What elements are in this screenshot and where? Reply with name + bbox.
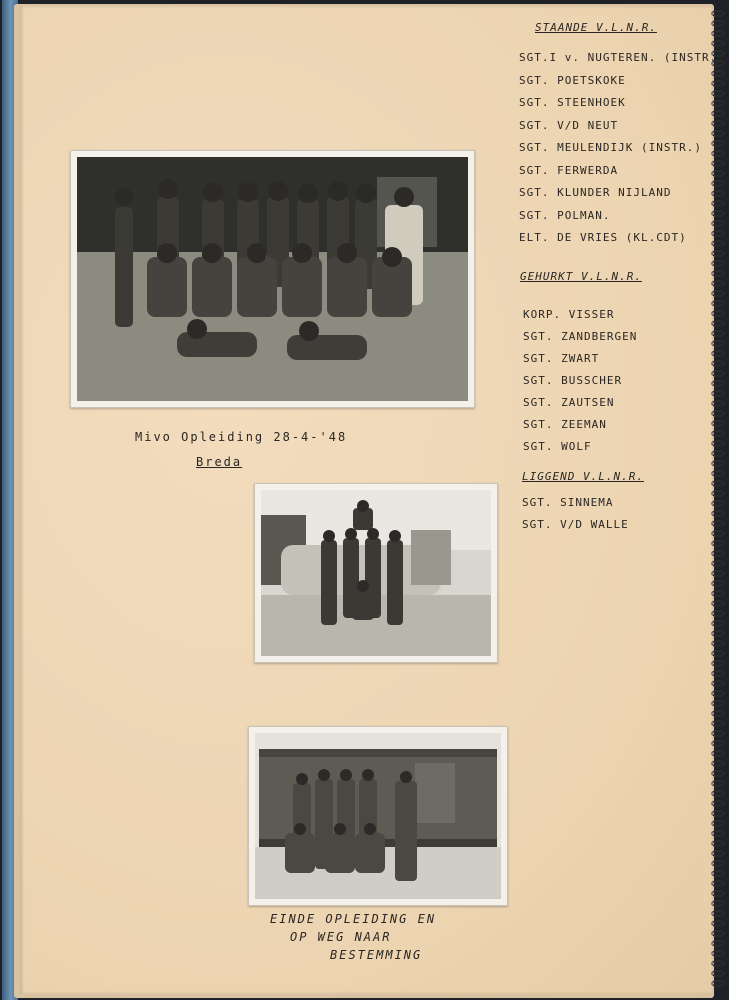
spiral-coil [711,460,725,467]
spiral-coil [711,660,725,667]
spiral-coil [711,450,725,457]
spiral-coil [711,300,725,307]
name-entry: SGT. BUSSCHER [523,374,623,387]
spiral-coil [711,740,725,747]
photo-vehicle-group [254,483,498,663]
spiral-coil [711,320,725,327]
spiral-coil [711,80,725,87]
name-entry: SGT. KLUNDER NIJLAND [519,186,672,199]
spiral-coil [711,290,725,297]
spiral-coil [711,980,725,987]
spiral-coil [711,150,725,157]
name-entry: SGT. ZEEMAN [523,418,607,431]
photo-train-group-image [255,733,501,899]
spiral-coil [711,490,725,497]
spiral-coil [711,30,725,37]
name-entry: SGT. STEENHOEK [519,96,626,109]
name-entry: SGT. WOLF [523,440,592,453]
staande-heading: STAANDE V.L.N.R. [535,21,657,34]
spiral-coil [711,600,725,607]
spiral-coil [711,830,725,837]
spiral-coil [711,280,725,287]
spiral-coil [711,440,725,447]
spiral-coil [711,760,725,767]
name-entry: SGT. ZWART [523,352,600,365]
name-entry: SGT. V/D NEUT [519,118,619,132]
spiral-coil [711,370,725,377]
name-entry: SGT. V/D WALLE [522,518,629,531]
spiral-coil [711,270,725,277]
photo3-caption-line3: BESTEMMING [330,948,423,962]
spiral-coil [711,420,725,427]
spiral-coil [711,870,725,877]
spiral-coil [711,860,725,867]
spiral-coil [711,500,725,507]
spiral-coil [711,230,725,237]
spiral-coil [711,100,725,107]
spiral-coil [711,580,725,587]
name-entry: SGT. ZANDBERGEN [523,330,638,343]
spiral-coil [711,350,725,357]
spiral-coil [711,240,725,247]
spiral-coil [711,620,725,627]
photo-vehicle-group-image [261,490,491,656]
name-entry: SGT. MEULENDIJK (INSTR.) [519,141,702,154]
spiral-coil [711,250,725,257]
name-entry: SGT. SINNEMA [522,496,614,509]
spiral-coil [711,720,725,727]
spiral-coil [711,940,725,947]
name-entry: KORP. VISSER [523,308,615,321]
spiral-coil [711,310,725,317]
spiral-coil [711,480,725,487]
spiral-coil [711,610,725,617]
name-entry: SGT. FERWERDA [519,163,619,177]
spiral-coil [711,70,725,77]
spiral-coil [711,360,725,367]
spiral-coil [711,540,725,547]
spiral-coil [711,160,725,167]
spiral-coil [711,590,725,597]
spiral-binding [709,10,727,990]
spiral-coil [711,530,725,537]
spiral-coil [711,90,725,97]
spiral-coil [711,210,725,217]
name-entry: SGT.I v. NUGTEREN. (INSTR.) [519,51,725,64]
spiral-coil [711,840,725,847]
spiral-coil [711,120,725,127]
gehurkt-heading: GEHURKT V.L.N.R. [520,270,642,283]
liggend-heading: LIGGEND V.L.N.R. [522,470,644,483]
spiral-coil [711,400,725,407]
photo-train-group [248,726,508,906]
spiral-coil [711,260,725,267]
spiral-coil [711,730,725,737]
spiral-coil [711,910,725,917]
spiral-coil [711,410,725,417]
spiral-coil [711,960,725,967]
spiral-coil [711,970,725,977]
spiral-coil [711,950,725,957]
spiral-coil [711,110,725,117]
spiral-coil [711,700,725,707]
spiral-coil [711,900,725,907]
spiral-coil [711,810,725,817]
spiral-coil [711,10,725,17]
name-entry: SGT. ZAUTSEN [523,396,615,409]
name-entry: ELT. DE VRIES (KL.CDT) [519,231,687,244]
spiral-coil [711,690,725,697]
photo-group-training [70,150,475,408]
spiral-coil [711,570,725,577]
spiral-coil [711,640,725,647]
spiral-coil [711,430,725,437]
spiral-coil [711,520,725,527]
spiral-coil [711,770,725,777]
spiral-coil [711,380,725,387]
spiral-coil [711,470,725,477]
spiral-coil [711,190,725,197]
spiral-coil [711,180,725,187]
spiral-coil [711,170,725,177]
photo1-caption-location: Breda [196,455,243,469]
spiral-coil [711,40,725,47]
spiral-coil [711,850,725,857]
spiral-coil [711,550,725,557]
spiral-coil [711,220,725,227]
spiral-coil [711,560,725,567]
spiral-coil [711,630,725,637]
spiral-coil [711,890,725,897]
spiral-coil [711,710,725,717]
spiral-coil [711,780,725,787]
spiral-coil [711,510,725,517]
spiral-coil [711,200,725,207]
spiral-coil [711,330,725,337]
name-entry: SGT. POLMAN. [519,208,611,222]
spiral-coil [711,930,725,937]
spiral-coil [711,340,725,347]
photo3-caption-line1: EINDE OPLEIDING EN [270,912,437,926]
spiral-coil [711,20,725,27]
spiral-coil [711,750,725,757]
spiral-coil [711,820,725,827]
spiral-coil [711,670,725,677]
spiral-coil [711,390,725,397]
spiral-coil [711,140,725,147]
photo-group-training-image [77,157,468,401]
spiral-coil [711,880,725,887]
spiral-coil [711,790,725,797]
spiral-coil [711,800,725,807]
photo3-caption-line2: OP WEG NAAR [290,930,392,944]
photo1-caption-title: Mivo Opleiding 28-4-'48 [135,430,348,444]
spiral-coil [711,130,725,137]
name-entry: SGT. POETSKOKE [519,73,626,87]
spiral-coil [711,650,725,657]
spiral-coil [711,680,725,687]
spiral-coil [711,920,725,927]
